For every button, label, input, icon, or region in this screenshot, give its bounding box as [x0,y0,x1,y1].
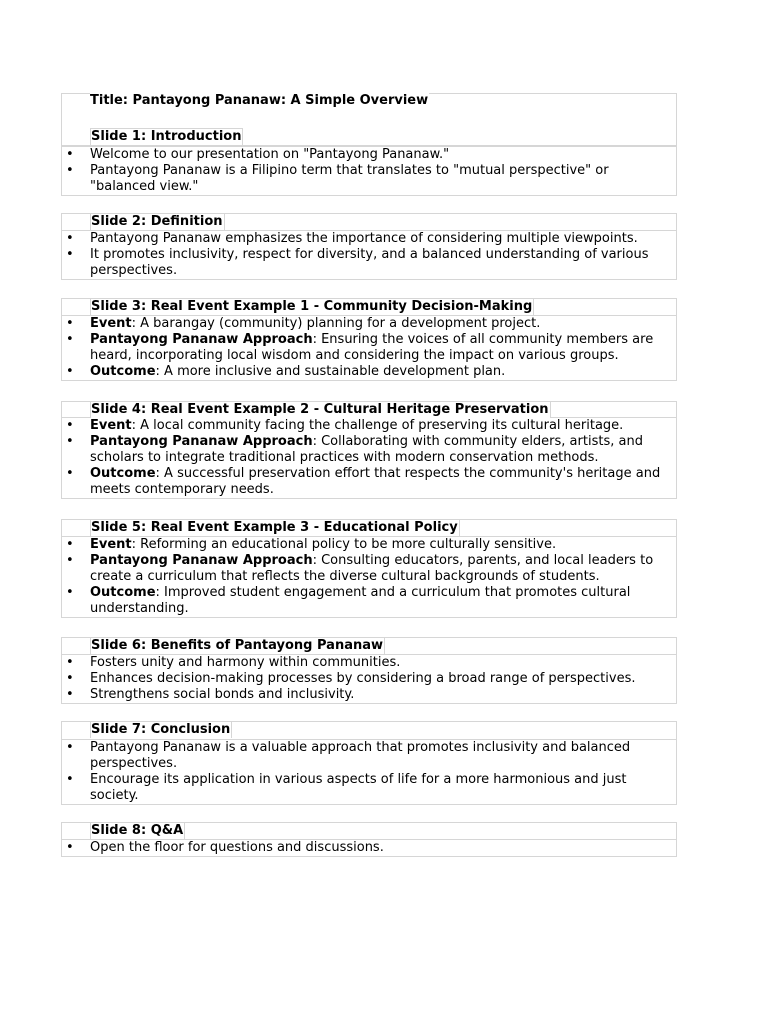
slide-heading: Slide 8: Q&A [91,823,184,838]
bullet-text-line [90,772,676,788]
bullet-label: Outcome [90,466,156,481]
bullet-label: Event [90,316,132,331]
bullet-point: • [66,364,74,379]
slide-heading-box [90,519,460,536]
bullet-text: perspectives. [90,756,178,771]
bullet-point: • [66,553,74,568]
slide-heading: Slide 2: Definition [91,214,223,229]
bullet-text: scholars to integrate traditional practices with modern conservation methods. [90,450,599,465]
bullet-point: • [66,466,74,481]
slide-heading: Slide 4: Real Event Example 2 - Cultural Heritage Preservation [91,402,549,417]
bullet-point: • [66,585,74,600]
bullet-text: Pantayong Pananaw is a Filipino term that translates to "mutual perspective" or [90,163,609,178]
bullet-text-line [90,147,676,163]
bullet-text: society. [90,788,139,803]
bullet-text: : Ensuring the voices of all community members are [312,332,654,347]
bullet-label: Event [90,418,132,433]
bullet-point: • [66,247,74,262]
bullet-text: : A local community facing the challenge of preserving its cultural heritage. [131,418,624,433]
bullet-text: heard, incorporating local wisdom and considering the impact on various groups. [90,348,619,363]
document-title: Title: Pantayong Pananaw: A Simple Overview [90,93,429,108]
bullet-text-line [90,434,676,450]
bullet-text-line [90,418,676,434]
bullet-label: Event [90,537,132,552]
bullet-text-line [90,537,676,553]
slide-heading-box [90,637,385,654]
bullet-text: Enhances decision-making processes by considering a broad range of perspectives. [90,671,636,686]
bullet-point: • [66,687,74,702]
bullet-text: Pantayong Pananaw is a valuable approach that promotes inclusivity and balanced [90,740,631,755]
bullet-text-line [90,655,676,671]
slide-heading-box [90,298,534,315]
bullet-text: Pantayong Pananaw emphasizes the importance of considering multiple viewpoints. [90,231,638,246]
title-heading-box [90,93,429,110]
slide-heading-box [90,128,243,145]
bullet-text: meets contemporary needs. [90,482,274,497]
bullet-text-line [90,231,676,247]
bullet-text-line [90,450,676,466]
bullet-point: • [66,163,74,178]
bullet-text: : A barangay (community) planning for a development project. [131,316,541,331]
bullet-text: Strengthens social bonds and inclusivity. [90,687,355,702]
slide-heading-box [90,721,232,738]
bullet-text: Fosters unity and harmony within communities. [90,655,401,670]
slide-heading: Slide 1: Introduction [91,129,242,144]
bullet-text: : Collaborating with community elders, artists, and [312,434,643,449]
slide-heading-box [90,822,185,839]
bullet-label: Pantayong Pananaw Approach [90,434,313,449]
bullet-text-line [90,553,676,569]
bullet-text-line [90,788,676,804]
bullet-label: Outcome [90,364,156,379]
bullet-point: • [66,434,74,449]
bullet-point: • [66,772,74,787]
bullet-text-line [90,348,676,364]
bullet-text-line [90,179,676,195]
bullet-point: • [66,840,74,855]
bullet-text: Welcome to our presentation on "Pantayong Pananaw." [90,147,450,162]
bullet-text: : Reforming an educational policy to be more culturally sensitive. [131,537,557,552]
bullet-text: Encourage its application in various aspects of life for a more harmonious and just [90,772,627,787]
bullet-point: • [66,537,74,552]
bullet-label: Pantayong Pananaw Approach [90,332,313,347]
slide-heading-box [90,213,225,230]
bullet-text: : Consulting educators, parents, and local leaders to [312,553,654,568]
bullet-point: • [66,231,74,246]
bullet-point: • [66,655,74,670]
bullet-text-line [90,687,676,703]
bullet-text-line [90,740,676,756]
bullet-point: • [66,671,74,686]
bullet-text: "balanced view." [90,179,199,194]
bullet-text-line [90,263,676,279]
bullet-text-line [90,569,676,585]
bullet-text-line [90,756,676,772]
bullet-text: : A successful preservation effort that respects the community's heritage and [155,466,661,481]
slide-heading: Slide 6: Benefits of Pantayong Pananaw [91,638,384,653]
bullet-point: • [66,316,74,331]
bullet-label: Pantayong Pananaw Approach [90,553,313,568]
bullet-text-line [90,601,676,617]
bullet-text-line [90,163,676,179]
bullet-text: understanding. [90,601,189,616]
bullet-text-line [90,671,676,687]
bullet-text: : Improved student engagement and a curriculum that promotes cultural [155,585,631,600]
bullet-text-line [90,466,676,482]
bullet-label: Outcome [90,585,156,600]
bullet-point: • [66,147,74,162]
bullet-text-line [90,364,676,380]
bullet-text: : A more inclusive and sustainable development plan. [155,364,506,379]
slide-heading: Slide 3: Real Event Example 1 - Community Decision-Making [91,299,533,314]
bullet-text: Open the floor for questions and discussions. [90,840,384,855]
slide-heading: Slide 7: Conclusion [91,722,231,737]
bullet-text-line [90,247,676,263]
slide-heading-box [90,401,551,418]
bullet-point: • [66,740,74,755]
slide-heading: Slide 5: Real Event Example 3 - Educational Policy [91,520,458,535]
bullet-text: perspectives. [90,263,178,278]
bullet-text-line [90,332,676,348]
bullet-text-line [90,840,676,856]
bullet-text-line [90,316,676,332]
bullet-text-line [90,482,676,498]
bullet-text: create a curriculum that reflects the diverse cultural backgrounds of students. [90,569,600,584]
bullet-point: • [66,332,74,347]
bullet-text: It promotes inclusivity, respect for diversity, and a balanced understanding of various [90,247,649,262]
bullet-text-line [90,585,676,601]
bullet-point: • [66,418,74,433]
